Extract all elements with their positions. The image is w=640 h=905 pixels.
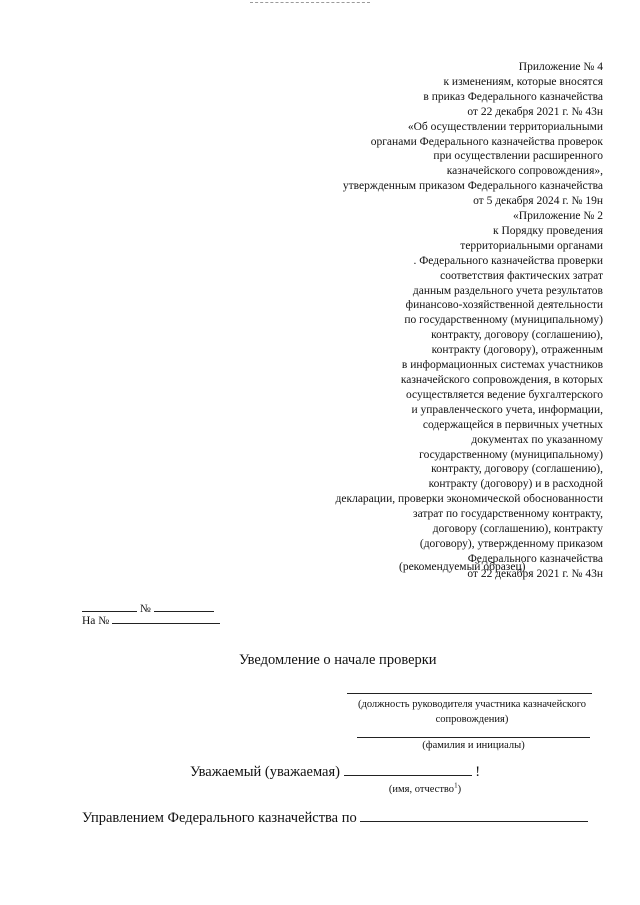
appendix-2-line: государственному (муниципальному)	[419, 448, 603, 461]
appendix-2-line: казначейского сопровождения, в которых	[400, 373, 603, 386]
salutation-caption-close: )	[457, 784, 462, 795]
reference-blank	[112, 623, 220, 624]
recipient-position-caption	[347, 697, 597, 727]
appendix-2-line: контракту (договору), отраженным	[431, 344, 603, 357]
appendix-2-line: (договору), утвержденному приказом	[419, 537, 603, 550]
appendix-4-line: Приложение № 4	[518, 61, 603, 73]
appendix-2-line: от 22 декабря 2021 г. № 43н	[467, 567, 603, 580]
document-title: Уведомление о начале проверки	[239, 652, 437, 668]
incoming-reference-row	[82, 614, 220, 629]
appendix-2-line: по государственному (муниципальному)	[404, 314, 603, 327]
appendix-2-line: данным раздельного учета результатов	[412, 284, 603, 297]
salutation	[190, 764, 480, 781]
reference-label: На №	[82, 615, 110, 627]
scan-top-mark	[250, 2, 370, 4]
appendix-4-line: «Об осуществлении территориальными	[407, 120, 603, 133]
outgoing-number-blank	[154, 611, 214, 612]
appendix-2-line: к Порядку проведения	[493, 224, 603, 237]
appendix-2-line: «Приложение № 2	[513, 210, 603, 222]
appendix-2-line: договору (соглашению), контракту	[432, 523, 603, 536]
appendix-4-line: от 22 декабря 2021 г. № 43н	[467, 105, 603, 118]
appendix-4-line: при осуществлении расширенного	[433, 150, 603, 163]
appendix-2-line: контракту, договору (соглашению),	[431, 463, 603, 476]
appendix-2-line: территориальными органами	[460, 239, 603, 252]
salutation-caption	[370, 782, 480, 797]
footnote-mark: 1	[454, 781, 458, 790]
sample-note: (рекомендуемый образец)	[399, 561, 526, 573]
appendix-2-line: документах по указанному	[471, 433, 603, 446]
appendix-2-line: соответствия фактических затрат	[440, 269, 603, 282]
body-first-line	[82, 810, 588, 827]
appendix-2-line: . Федерального казначейства проверки	[413, 254, 603, 267]
appendix-4-line: казначейского сопровождения»,	[446, 165, 603, 178]
appendix-2-line: декларации, проверки экономической обоснованности	[335, 493, 603, 506]
body-first-line-text: Управлением Федерального казначейства по	[82, 810, 357, 826]
appendix-2-header	[336, 209, 603, 582]
outgoing-date-blank	[82, 611, 137, 612]
salutation-text: Уважаемый (уважаемая)	[190, 764, 340, 780]
territory-blank	[360, 821, 588, 822]
recipient-name-caption: (фамилия и инициалы)	[422, 740, 525, 751]
number-sign: №	[139, 603, 151, 615]
position-caption-line: сопровождения)	[435, 714, 509, 725]
appendix-2-line: контракту (договору) и в расходной	[428, 478, 603, 491]
appendix-2-line: осуществляется ведение бухгалтерского	[405, 388, 603, 401]
appendix-2-line: контракту, договору (соглашению),	[431, 329, 603, 342]
appendix-4-line: органами Федерального казначейства проверок	[370, 135, 603, 148]
salutation-end-mark: !	[475, 764, 481, 780]
appendix-2-line: затрат по государственному контракту,	[413, 508, 603, 521]
appendix-4-header	[343, 60, 603, 209]
appendix-2-line: в информационных системах участников	[401, 359, 603, 372]
appendix-2-line: финансово-хозяйственной деятельности	[405, 299, 603, 312]
salutation-name-blank	[344, 775, 472, 776]
salutation-caption-text: (имя, отчество	[388, 784, 455, 795]
appendix-2-line: Федерального казначейства	[467, 552, 603, 565]
appendix-2-line: и управленческого учета, информации,	[411, 403, 603, 416]
appendix-2-line: содержащейся в первичных учетных	[422, 418, 603, 431]
position-caption-line: (должность руководителя участника казначейского	[357, 699, 586, 710]
appendix-4-line: в приказ Федерального казначейства	[423, 90, 603, 103]
recipient-position-line	[347, 693, 592, 694]
appendix-4-line: от 5 декабря 2024 г. № 19н	[473, 195, 603, 208]
appendix-4-line: к изменениям, которые вносятся	[443, 75, 603, 88]
appendix-4-line: утвержденным приказом Федерального казначейства	[342, 180, 603, 193]
